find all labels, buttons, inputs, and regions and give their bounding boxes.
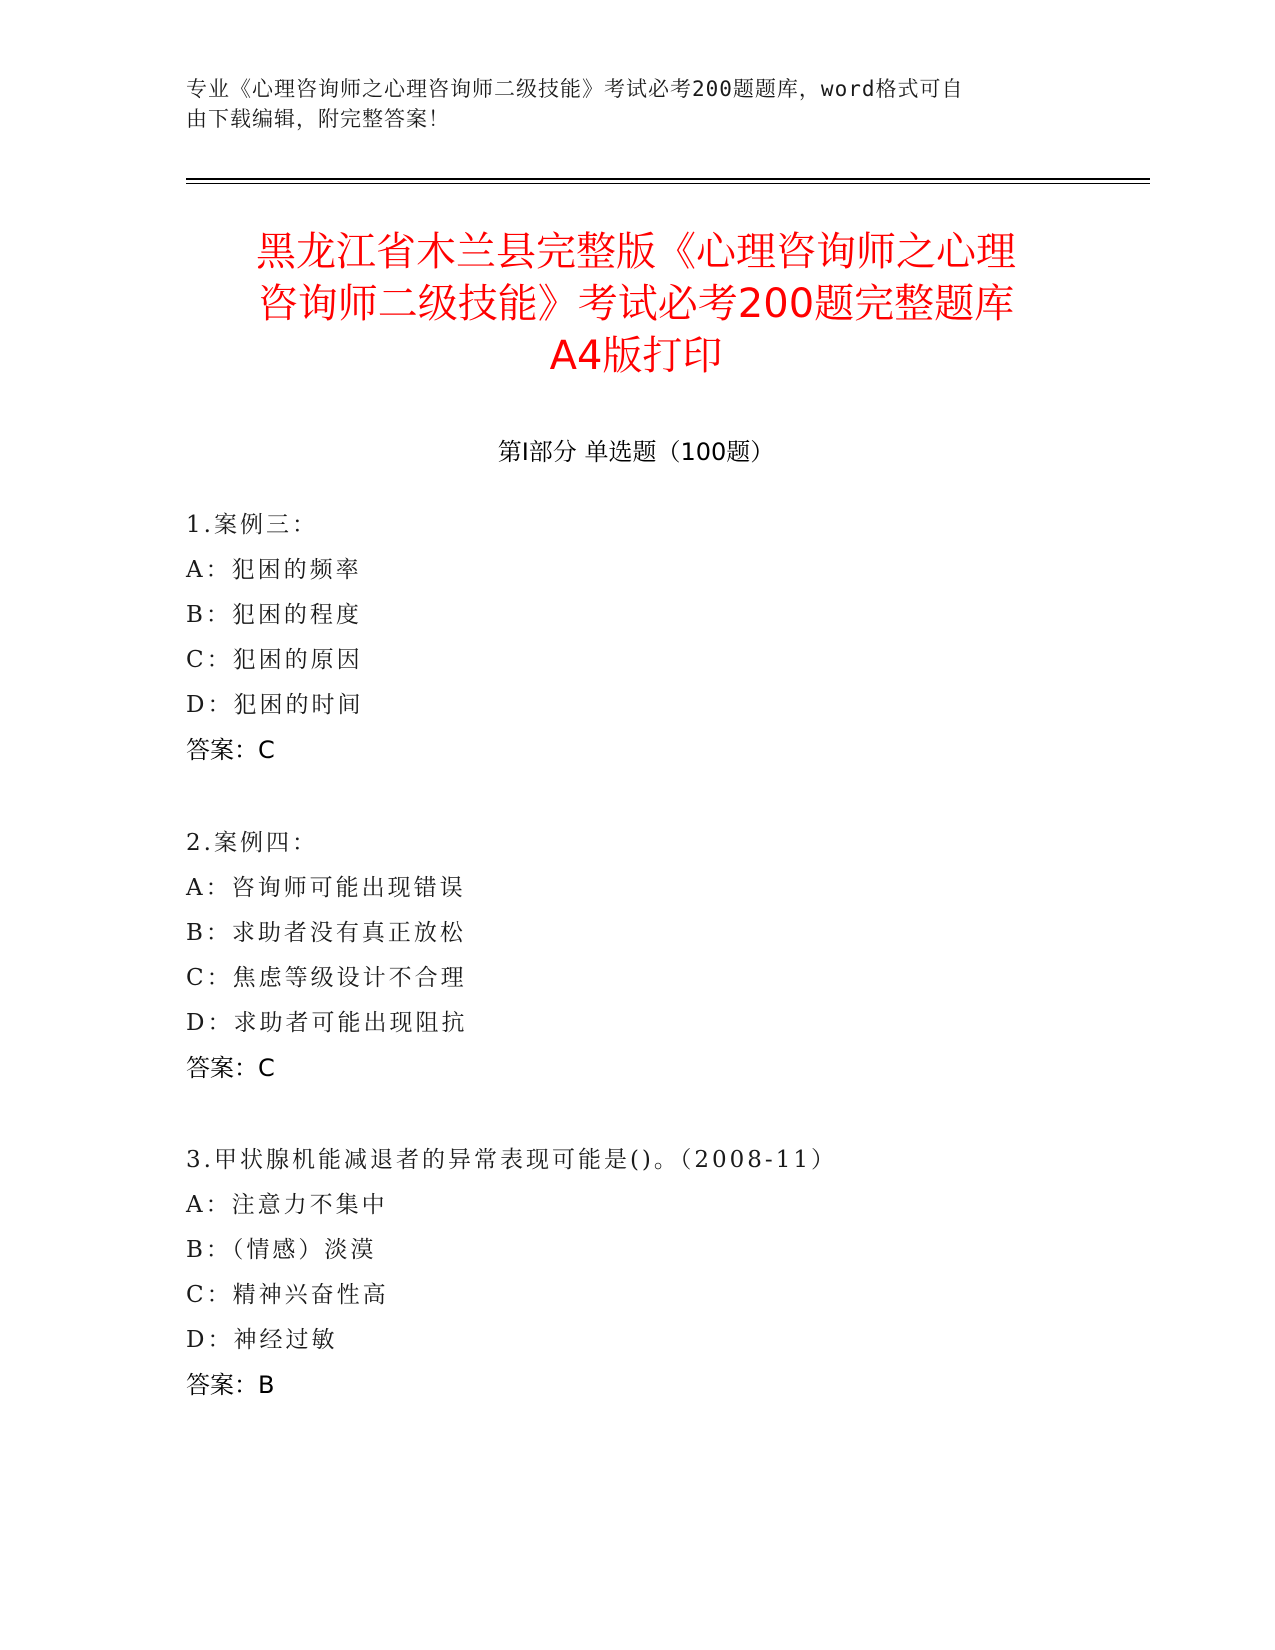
- header-divider-thin: [186, 183, 1150, 184]
- document-title-line-3: A4版打印: [549, 333, 723, 379]
- header-note: [186, 74, 1066, 134]
- document-title-line-2: 咨询师二级技能》考试必考200题完整题库: [257, 281, 1015, 327]
- option-d: D：犯困的时间: [186, 692, 364, 718]
- option-c: C：犯困的原因: [186, 647, 363, 673]
- question-stem: 2.案例四：: [186, 830, 318, 856]
- option-a: A：注意力不集中: [186, 1192, 388, 1218]
- answer: 答案：C: [186, 1054, 275, 1082]
- section-title: 第Ⅰ部分 单选题（100题）: [497, 438, 775, 466]
- header-divider-thick: [186, 178, 1150, 180]
- option-b: B：犯困的程度: [186, 602, 362, 628]
- option-a: A：咨询师可能出现错误: [186, 875, 466, 901]
- option-c: C：精神兴奋性高: [186, 1282, 389, 1308]
- option-b: B：（情感）淡漠: [186, 1237, 377, 1263]
- question-stem: 3.甲状腺机能减退者的异常表现可能是()。（2008-11）: [186, 1147, 837, 1173]
- option-a: A：犯困的频率: [186, 557, 362, 583]
- option-b: B：求助者没有真正放松: [186, 920, 466, 946]
- document-title-line-1: 黑龙江省木兰县完整版《心理咨询师之心理: [256, 229, 1016, 275]
- question-stem: 1.案例三：: [186, 512, 318, 538]
- question-2: [186, 821, 1086, 1091]
- question-1: [186, 503, 1086, 773]
- document-title: [186, 226, 1086, 382]
- header-note-line-2: 由下载编辑，附完整答案！: [186, 107, 450, 131]
- question-3: [186, 1138, 1086, 1408]
- option-c: C：焦虑等级设计不合理: [186, 965, 467, 991]
- option-d: D：求助者可能出现阻抗: [186, 1010, 468, 1036]
- answer: 答案：C: [186, 736, 275, 764]
- answer: 答案：B: [186, 1371, 275, 1399]
- option-d: D：神经过敏: [186, 1327, 338, 1353]
- header-note-line-1: 专业《心理咨询师之心理咨询师二级技能》考试必考200题题库，word格式可自: [186, 77, 964, 101]
